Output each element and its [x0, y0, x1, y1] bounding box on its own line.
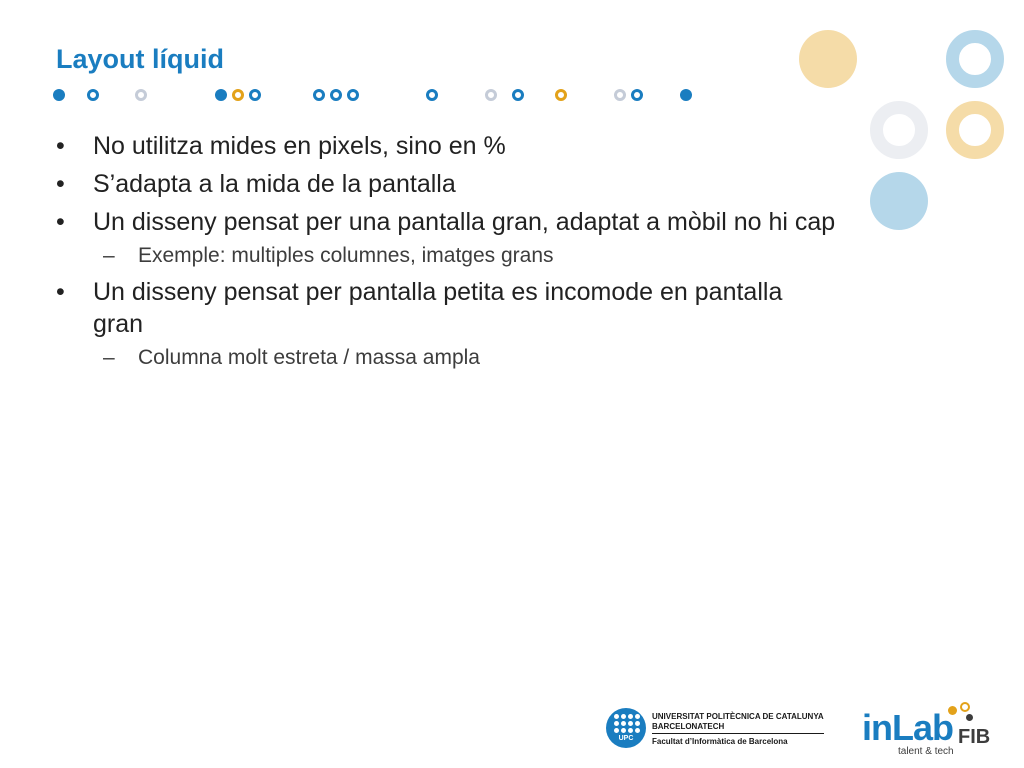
decorative-dot — [426, 89, 438, 101]
bullet-marker: • — [56, 278, 65, 306]
slide-title: Layout líquid — [56, 44, 224, 74]
bullet-item — [56, 168, 836, 200]
bullet-item — [56, 206, 836, 270]
upc-barcelonatech: BARCELONATECH — [652, 722, 725, 731]
sub-bullet-text: Exemple: multiples columnes, imatges grans — [138, 244, 554, 267]
inlab-tagline: talent & tech — [898, 746, 954, 757]
sub-bullet-text: Columna molt estreta / massa ampla — [138, 346, 480, 369]
bullet-marker: • — [56, 132, 65, 160]
sub-bullet-marker: – — [103, 244, 115, 267]
decorative-dot — [87, 89, 99, 101]
decorative-circle — [870, 172, 928, 230]
bullet-text: No utilitza mides en pixels, sino en % — [93, 132, 506, 160]
bullet-text: Un disseny pensat per pantalla petita es incomode en pantalla gran — [93, 278, 783, 338]
decorative-dot — [631, 89, 643, 101]
inlab-logo-dot — [966, 714, 973, 721]
decorative-circle — [870, 101, 928, 159]
decorative-dot — [485, 89, 497, 101]
slide-content — [56, 130, 836, 378]
decorative-dot — [232, 89, 244, 101]
upc-logo — [606, 708, 836, 752]
bullet-marker: • — [56, 170, 65, 198]
bullet-text: Un disseny pensat per una pantalla gran, adaptat a mòbil no hi cap — [93, 208, 836, 236]
bullet-item — [56, 276, 836, 372]
upc-divider — [652, 733, 824, 734]
inlab-wordmark: inLab — [862, 707, 953, 748]
decorative-circle — [799, 30, 857, 88]
inlab-logo — [862, 702, 1012, 762]
decorative-dot — [347, 89, 359, 101]
sub-bullet-list — [93, 242, 836, 270]
bullet-list — [56, 130, 836, 372]
fib-wordmark: FIB — [958, 726, 991, 748]
decorative-circle — [946, 30, 1004, 88]
bullet-text: S’adapta a la mida de la pantalla — [93, 170, 456, 198]
decorative-dot-row — [0, 0, 1024, 120]
sub-bullet-marker: – — [103, 346, 115, 369]
bullet-item — [56, 130, 836, 162]
decorative-dot — [313, 89, 325, 101]
inlab-logo-dot — [960, 702, 970, 712]
upc-university-name: UNIVERSITAT POLITÈCNICA DE CATALUNYA — [652, 712, 824, 721]
sub-bullet-item — [93, 344, 836, 372]
upc-faculty-name: Facultat d’Informàtica de Barcelona — [652, 737, 788, 746]
sub-bullet-item — [93, 242, 836, 270]
decorative-circle — [946, 101, 1004, 159]
decorative-dot — [249, 89, 261, 101]
sub-bullet-list — [93, 344, 836, 372]
decorative-dot — [135, 89, 147, 101]
decorative-dot — [53, 89, 65, 101]
decorative-dot — [555, 89, 567, 101]
bullet-marker: • — [56, 208, 65, 236]
upc-emblem-icon — [606, 708, 646, 748]
decorative-dot — [215, 89, 227, 101]
decorative-dot — [512, 89, 524, 101]
decorative-dot — [330, 89, 342, 101]
decorative-dot — [614, 89, 626, 101]
decorative-dot — [680, 89, 692, 101]
upc-emblem-label: UPC — [618, 735, 634, 742]
